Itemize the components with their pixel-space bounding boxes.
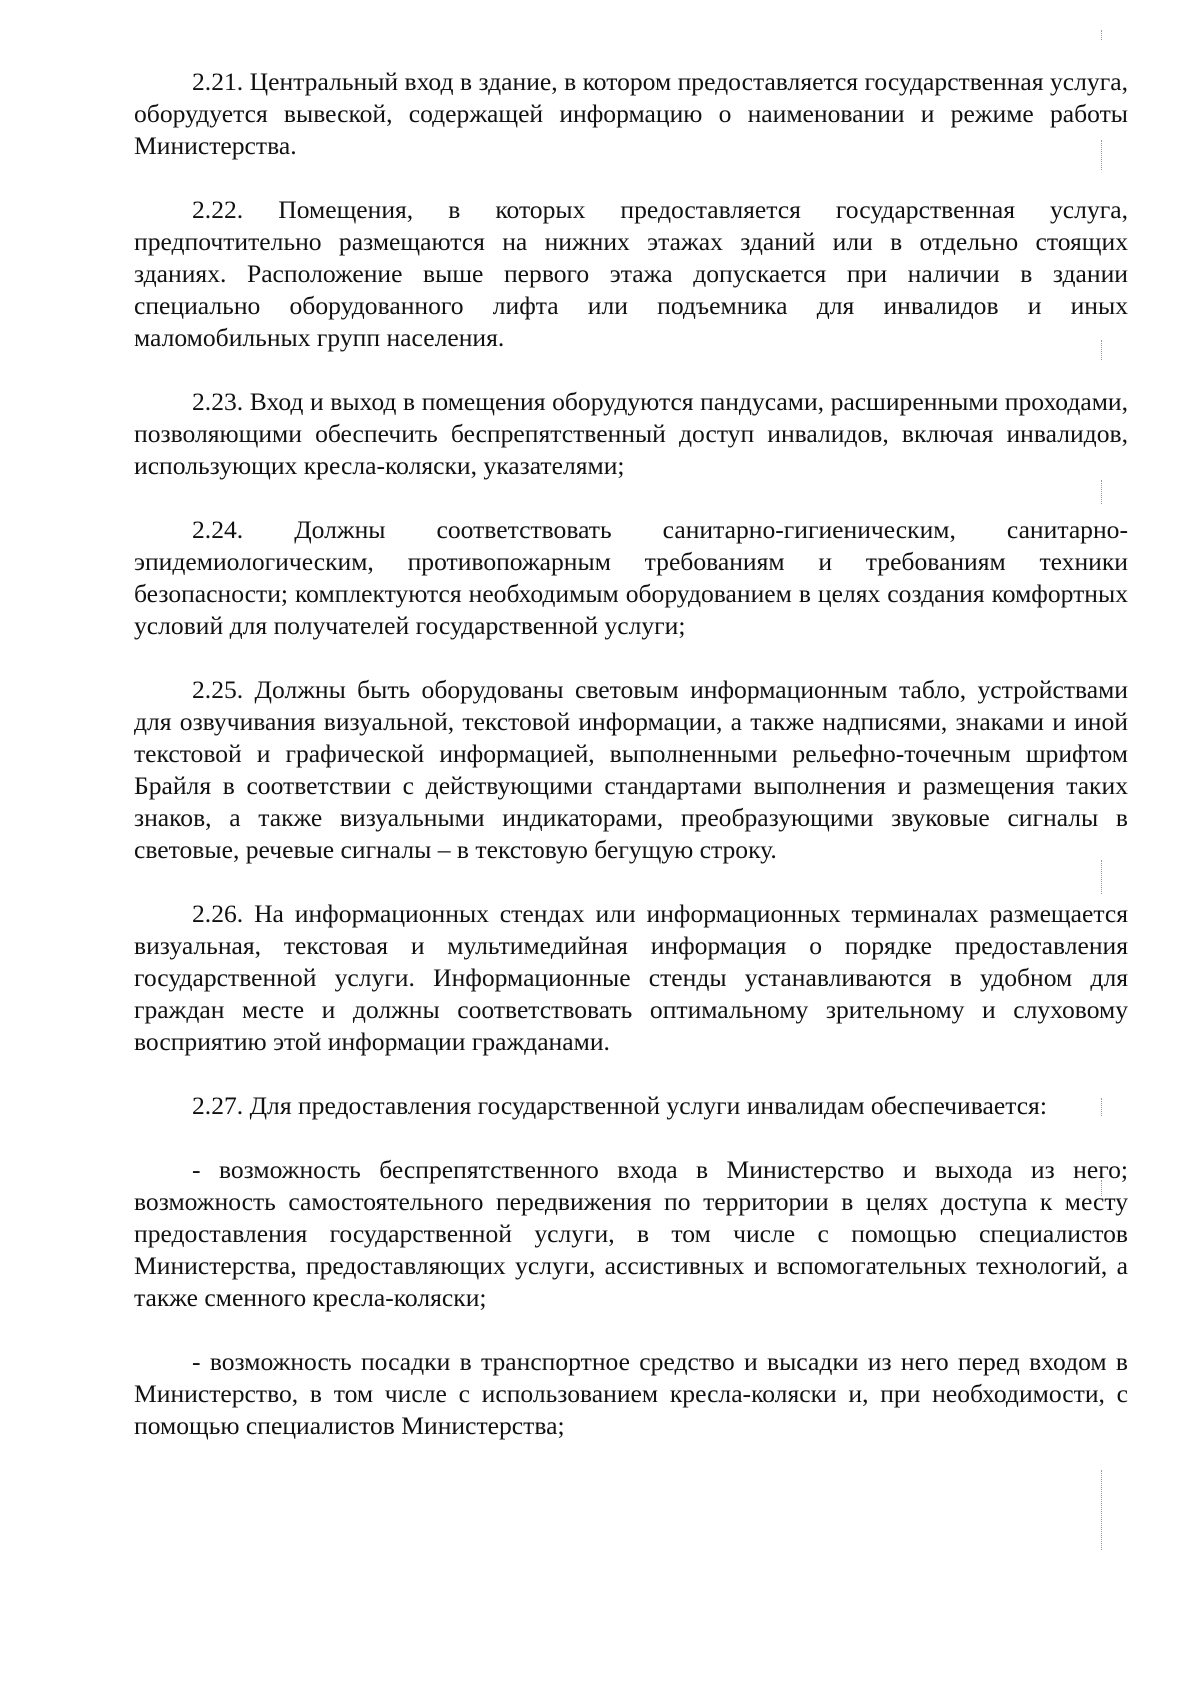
paragraph-2-27: 2.27. Для предоставления государственной услуги инвалидам обеспечивается:	[192, 1091, 1047, 1120]
scan-artifact	[1101, 30, 1103, 40]
paragraph-2-25: 2.25. Должны быть оборудованы световым информационным табло, устройствами для озвучивания визуальной, текстовой информации, а также надписями, знаками и иной текстовой и графической информацией, выполненными рельефно-точечным шрифтом Брайля в соответствии с действующими стандартами выполнения и размещения таких знаков, а также визуальными индикаторами, преобразующими звуковые сигналы в световые, речевые сигналы – в текстовую бегущую строку.	[134, 675, 1128, 864]
paragraph-2-23: 2.23. Вход и выход в помещения оборудуются пандусами, расширенными проходами, позволяющими обеспечить беспрепятственный доступ инвалидов, включая инвалидов, использующих кресла-коляски, указателями;	[134, 387, 1128, 480]
list-item-transport: - возможность посадки в транспортное средство и высадки из него перед входом в Министерство, в том числе с использованием кресла-коляски и, при необходимости, с помощью специалистов Министерства;	[134, 1347, 1128, 1440]
paragraph-2-24: 2.24. Должны соответствовать санитарно-гигиеническим, санитарно-эпидемиологическим, противопожарным требованиям и требованиям техники безопасности; комплектуются необходимым оборудованием в целях создания комфортных условий для получателей государственной услуги;	[134, 515, 1128, 640]
paragraph-2-22: 2.22. Помещения, в которых предоставляется государственная услуга, предпочтительно размещаются на нижних этажах зданий или в отдельно стоящих зданиях. Расположение выше первого этажа допускается при наличии в здании специально оборудованного лифта или подъемника для инвалидов и иных маломобильных групп населения.	[134, 195, 1128, 352]
list-item-entry-exit: - возможность беспрепятственного входа в Министерство и выхода из него; возможность самостоятельного передвижения по территории в целях доступа к месту предоставления государственной услуги, в том числе с помощью специалистов Министерства, предоставляющих услуги, ассистивных и вспомогательных технологий, а также сменного кресла-коляски;	[134, 1155, 1128, 1312]
document-body	[134, 66, 1128, 1474]
paragraph-2-26: 2.26. На информационных стендах или информационных терминалах размещается визуальная, текстовая и мультимедийная информация о порядке предоставления государственной услуги. Информационные стенды устанавливаются в удобном для граждан месте и должны соответствовать оптимальному зрительному и слуховому восприятию этой информации гражданами.	[134, 899, 1128, 1056]
scan-artifact	[1101, 1470, 1103, 1550]
paragraph-2-21: 2.21. Центральный вход в здание, в котором предоставляется государственная услуга, оборудуется вывеской, содержащей информацию о наименовании и режиме работы Министерства.	[134, 67, 1128, 160]
